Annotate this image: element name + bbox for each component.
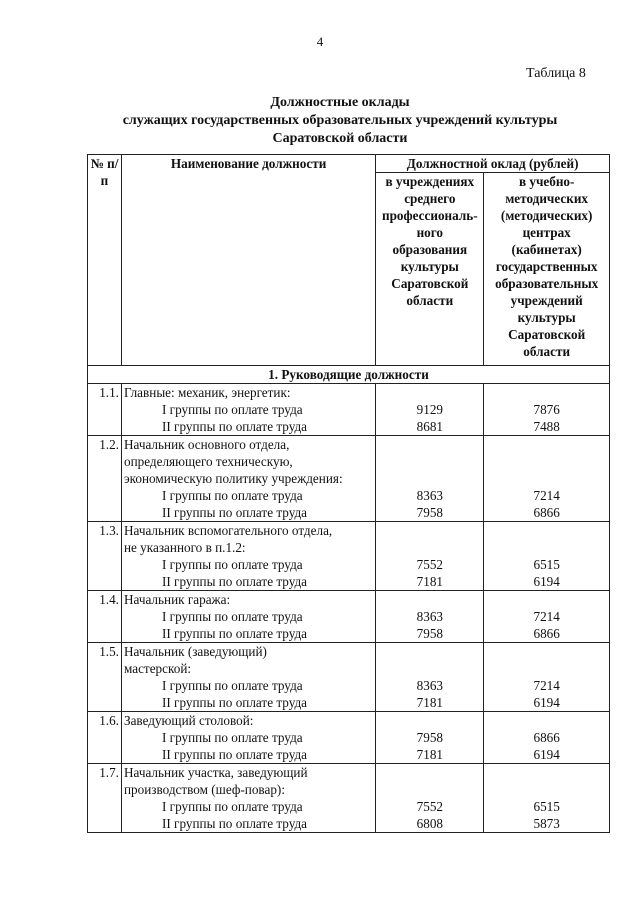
table-row (88, 591, 610, 643)
spacer (486, 781, 607, 798)
table-row (88, 522, 610, 591)
salary-value: 7958 (416, 626, 443, 641)
position-name-line: Главные: механик, энергетик: (123, 385, 291, 400)
salary-col-b (484, 764, 610, 833)
row-number: 1.6. (88, 712, 122, 764)
spacer (486, 591, 607, 608)
spacer (486, 539, 607, 556)
position-name (121, 522, 375, 591)
pay-group-label: I группы по оплате труда (161, 402, 303, 417)
pay-group-label: II группы по оплате труда (161, 505, 308, 520)
salary-value: 7958 (416, 505, 443, 520)
spacer (486, 384, 607, 401)
salary-col-b (484, 436, 610, 522)
row-number: 1.1. (88, 384, 122, 436)
position-name-line: определяющего техническую, (123, 454, 293, 469)
pay-group-label: II группы по оплате труда (161, 816, 308, 831)
position-name-line: Начальник основного отдела, (123, 437, 290, 452)
spacer (378, 781, 481, 798)
spacer (378, 643, 481, 660)
pay-group-label: II группы по оплате труда (161, 419, 308, 434)
spacer (486, 764, 607, 781)
salary-value: 7214 (533, 678, 560, 693)
salary-value: 6515 (533, 557, 560, 572)
page-number: 4 (316, 34, 324, 49)
salary-value: 7958 (416, 730, 443, 745)
salary-col-a (376, 522, 484, 591)
spacer (378, 522, 481, 539)
header-col-b: в учебно-методических (методических) центрах (кабинетах) государственных образовательных учреждений культуры Саратовской области (484, 173, 610, 366)
header-name: Наименование должности (121, 155, 375, 366)
spacer (486, 643, 607, 660)
salary-value: 6866 (533, 505, 560, 520)
salary-value: 7552 (416, 557, 443, 572)
pay-group-label: I группы по оплате труда (161, 557, 303, 572)
spacer (378, 470, 481, 487)
spacer (378, 712, 481, 729)
salary-col-a (376, 712, 484, 764)
pay-group-label: I группы по оплате труда (161, 609, 303, 624)
salary-value: 5873 (533, 816, 560, 831)
header-salary: Должностной оклад (рублей) (376, 155, 610, 173)
salary-value: 6866 (533, 626, 560, 641)
salary-col-b (484, 643, 610, 712)
salary-value: 8363 (416, 678, 443, 693)
table-row (88, 712, 610, 764)
spacer (486, 470, 607, 487)
salary-value: 8363 (416, 488, 443, 503)
salary-value: 6866 (533, 730, 560, 745)
salary-value: 8681 (416, 419, 443, 434)
pay-group-label: II группы по оплате труда (161, 626, 308, 641)
spacer (378, 660, 481, 677)
salary-col-b (484, 591, 610, 643)
spacer (378, 591, 481, 608)
spacer (486, 436, 607, 453)
position-name (121, 764, 375, 833)
pay-group-label: I группы по оплате труда (161, 799, 303, 814)
salary-value: 7214 (533, 488, 560, 503)
pay-group-label: I группы по оплате труда (161, 678, 303, 693)
position-name-line: Начальник (заведующий) (123, 644, 267, 659)
salary-value: 7214 (533, 609, 560, 624)
salary-col-b (484, 712, 610, 764)
table-row (88, 764, 610, 833)
spacer (378, 539, 481, 556)
row-number: 1.7. (88, 764, 122, 833)
header-num: № п/п (88, 155, 122, 366)
title-line: Должностные оклады (270, 95, 410, 110)
salary-value: 6194 (533, 747, 560, 762)
position-name (121, 384, 375, 436)
pay-group-label: II группы по оплате труда (161, 747, 308, 762)
row-number: 1.4. (88, 591, 122, 643)
row-number: 1.5. (88, 643, 122, 712)
title-line: Саратовской области (272, 131, 408, 146)
spacer (378, 384, 481, 401)
position-name-line: не указанного в п.1.2: (123, 540, 246, 555)
title-line: служащих государственных образовательных учреждений культуры (122, 113, 558, 128)
salary-table (87, 154, 610, 833)
spacer (486, 453, 607, 470)
position-name-line: экономическую политику учреждения: (123, 471, 343, 486)
salary-value: 7488 (533, 419, 560, 434)
salary-value: 8363 (416, 609, 443, 624)
salary-value: 6194 (533, 574, 560, 589)
section-title: 1. Руководящие должности (88, 366, 610, 384)
table-label: Таблица 8 (526, 66, 586, 81)
position-name (121, 712, 375, 764)
row-number: 1.3. (88, 522, 122, 591)
table-row (88, 436, 610, 522)
position-name-line: Начальник участка, заведующий (123, 765, 308, 780)
position-name-line: Начальник гаража: (123, 592, 231, 607)
header-col-a: в учреждениях среднего профессиональ-ного образования культуры Саратовской области (376, 173, 484, 366)
table-row (88, 643, 610, 712)
section-row (88, 366, 610, 384)
salary-value: 7876 (533, 402, 560, 417)
position-name (121, 591, 375, 643)
table-row (88, 384, 610, 436)
pay-group-label: II группы по оплате труда (161, 574, 308, 589)
spacer (378, 453, 481, 470)
salary-col-a (376, 764, 484, 833)
spacer (378, 764, 481, 781)
salary-col-a (376, 436, 484, 522)
position-name-line: мастерской: (123, 661, 192, 676)
salary-col-b (484, 384, 610, 436)
salary-value: 6515 (533, 799, 560, 814)
salary-value: 9129 (416, 402, 443, 417)
salary-value: 7181 (416, 695, 443, 710)
salary-value: 7552 (416, 799, 443, 814)
pay-group-label: I группы по оплате труда (161, 730, 303, 745)
salary-value: 7181 (416, 574, 443, 589)
salary-value: 6808 (416, 816, 443, 831)
spacer (378, 436, 481, 453)
position-name-line: Заведующий столовой: (123, 713, 254, 728)
position-name (121, 643, 375, 712)
salary-col-a (376, 643, 484, 712)
spacer (486, 660, 607, 677)
salary-value: 6194 (533, 695, 560, 710)
document-title (60, 94, 620, 148)
salary-col-b (484, 522, 610, 591)
position-name-line: производством (шеф-повар): (123, 782, 285, 797)
pay-group-label: II группы по оплате труда (161, 695, 308, 710)
position-name (121, 436, 375, 522)
table-header-row (88, 155, 610, 173)
spacer (486, 522, 607, 539)
salary-col-a (376, 384, 484, 436)
pay-group-label: I группы по оплате труда (161, 488, 303, 503)
position-name-line: Начальник вспомогательного отдела, (123, 523, 333, 538)
row-number: 1.2. (88, 436, 122, 522)
spacer (486, 712, 607, 729)
salary-value: 7181 (416, 747, 443, 762)
salary-col-a (376, 591, 484, 643)
